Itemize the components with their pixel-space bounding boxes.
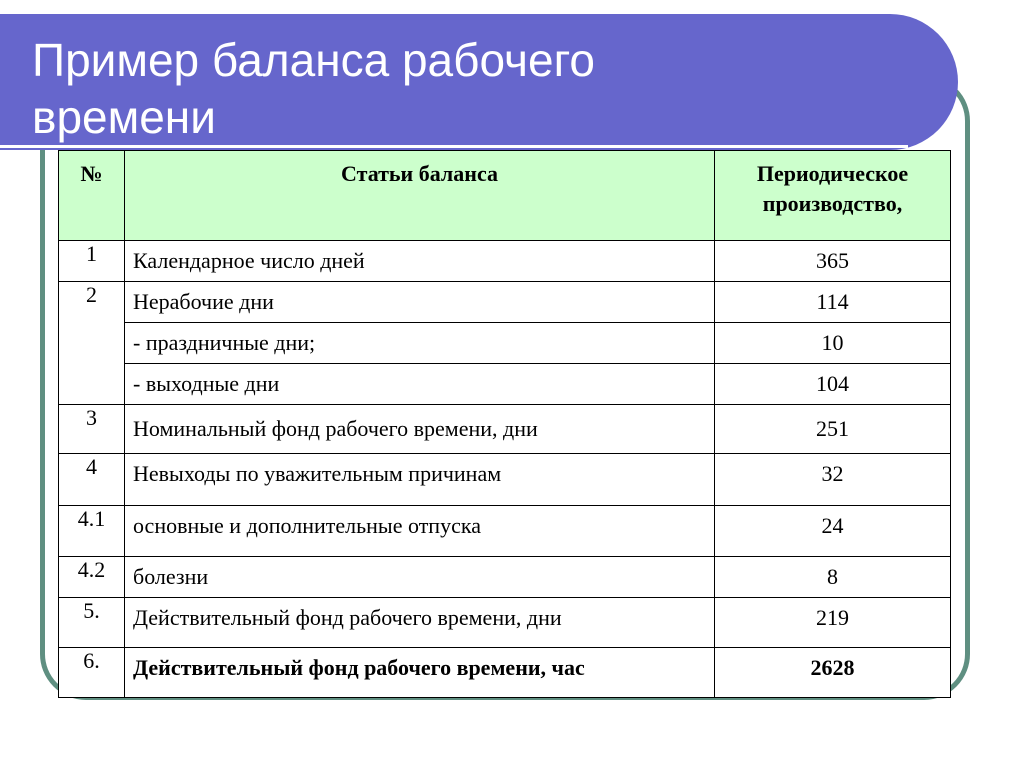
row-num: 4.2 xyxy=(59,557,125,598)
row-num: 2 xyxy=(59,282,125,405)
table-header-row xyxy=(59,151,951,241)
row-value: 32 xyxy=(715,454,951,506)
header-item: Статьи баланса xyxy=(125,151,715,241)
row-item: Невыходы по уважительным причинам xyxy=(125,454,715,506)
table-row xyxy=(59,323,951,364)
row-num: 5. xyxy=(59,598,125,648)
row-item: Календарное число дней xyxy=(125,241,715,282)
row-value: 365 xyxy=(715,241,951,282)
title-line-1: Пример баланса рабочего xyxy=(32,34,595,86)
header-num: № xyxy=(59,151,125,241)
row-item: основные и дополнительные отпуска xyxy=(125,506,715,557)
row-item: Действительный фонд рабочего времени, дни xyxy=(125,598,715,648)
table-row xyxy=(59,598,951,648)
row-num: 1 xyxy=(59,241,125,282)
row-value: 8 xyxy=(715,557,951,598)
table-row xyxy=(59,454,951,506)
row-item: Нерабочие дни xyxy=(125,282,715,323)
row-value: 251 xyxy=(715,405,951,454)
row-value: 2628 xyxy=(715,648,951,698)
row-value: 10 xyxy=(715,323,951,364)
table-row xyxy=(59,364,951,405)
table-row xyxy=(59,282,951,323)
row-num: 6. xyxy=(59,648,125,698)
row-item: - выходные дни xyxy=(125,364,715,405)
title-underline xyxy=(0,145,908,148)
row-num: 4 xyxy=(59,454,125,506)
row-item: - праздничные дни; xyxy=(125,323,715,364)
row-value: 104 xyxy=(715,364,951,405)
row-value: 114 xyxy=(715,282,951,323)
row-value: 219 xyxy=(715,598,951,648)
table-row xyxy=(59,241,951,282)
row-value: 24 xyxy=(715,506,951,557)
table-row xyxy=(59,557,951,598)
row-num: 3 xyxy=(59,405,125,454)
title-line-2: времени xyxy=(32,91,216,143)
title-band xyxy=(0,14,958,150)
table-row xyxy=(59,405,951,454)
balance-table xyxy=(58,150,951,698)
table-row xyxy=(59,506,951,557)
row-item: Номинальный фонд рабочего времени, дни xyxy=(125,405,715,454)
table-row xyxy=(59,648,951,698)
slide-title xyxy=(32,32,872,146)
header-value: Периодическое производство, xyxy=(715,151,951,241)
row-item: болезни xyxy=(125,557,715,598)
row-item: Действительный фонд рабочего времени, час xyxy=(125,648,715,698)
row-num: 4.1 xyxy=(59,506,125,557)
